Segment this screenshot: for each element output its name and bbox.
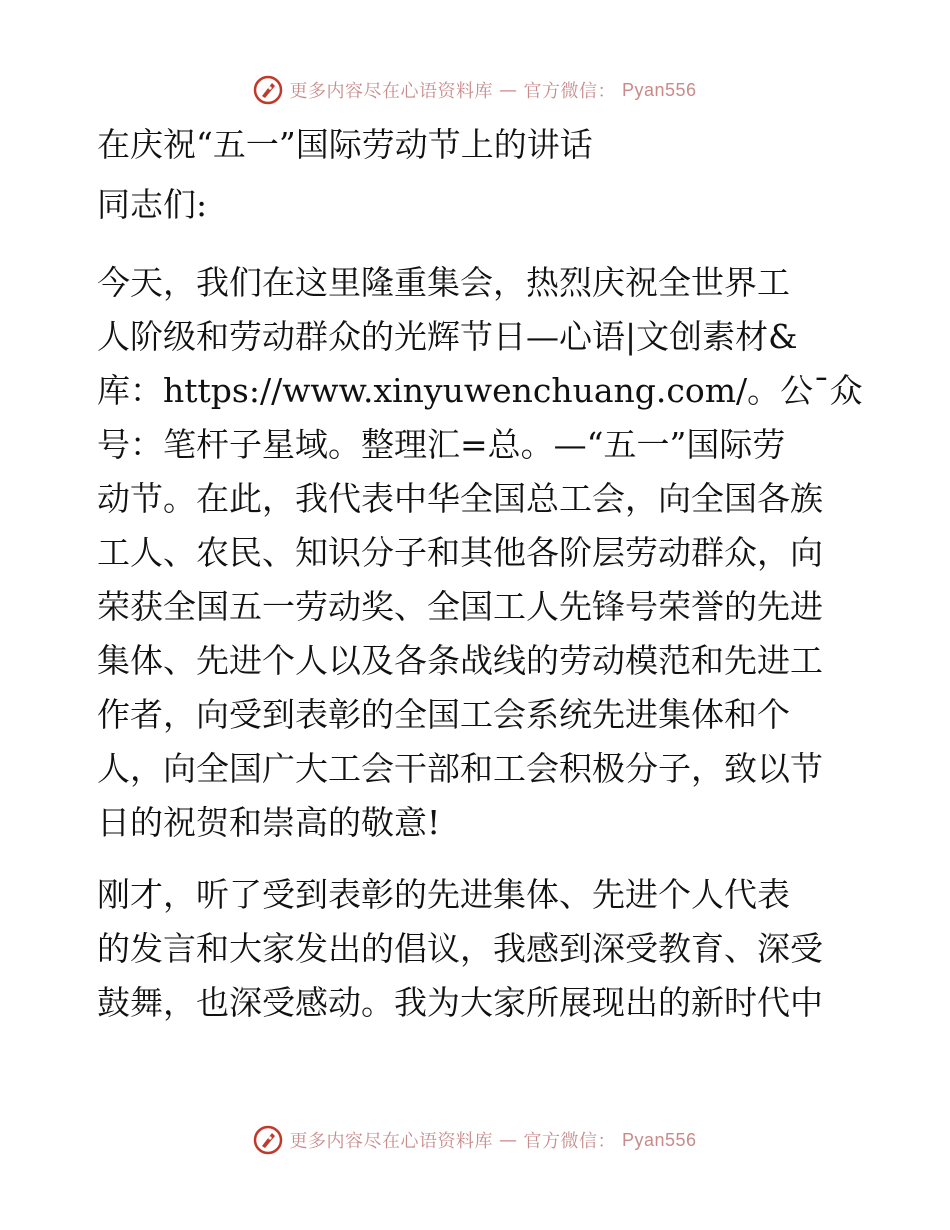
watermark-site-text: 更多内容尽在心语资料库 xyxy=(289,81,493,102)
document-title: 在庆祝“五一”国际劳动节上的讲话 xyxy=(97,125,593,164)
watermark-wechat-id: Pyan556 xyxy=(621,1129,697,1150)
paragraph-line: 动节。在此，我代表中华全国总工会，向全国各族 xyxy=(97,479,823,518)
pen-nib-icon xyxy=(253,1125,283,1155)
watermark-wechat-label: 官方微信： xyxy=(523,1131,616,1152)
watermark-site-text: 更多内容尽在心语资料库 xyxy=(289,1131,493,1152)
paragraph-line: 今天，我们在这里隆重集会，热烈庆祝全世界工 xyxy=(97,263,790,302)
pen-nib-icon xyxy=(253,75,283,105)
watermark-wechat-id: Pyan556 xyxy=(621,79,697,100)
paragraph-line: 荣获全国五一劳动奖、全国工人先锋号荣誉的先进 xyxy=(97,587,823,626)
watermark-separator: — xyxy=(498,79,518,101)
paragraph-line: 集体、先进个人以及各条战线的劳动模范和先进工 xyxy=(97,641,823,680)
paragraph-2 xyxy=(97,868,857,1030)
paragraph-line: 鼓舞，也深受感动。我为大家所展现出的新时代中 xyxy=(97,983,823,1022)
paragraph-line: 号：笔杆子星域。整理汇=总。—“五一”国际劳 xyxy=(97,425,786,464)
paragraph-line: 库：https://www.xinyuwenchuang.com/。公¯众 xyxy=(97,371,863,410)
paragraph-spacer xyxy=(97,850,857,868)
paragraph-line: 工人、农民、知识分子和其他各阶层劳动群众，向 xyxy=(97,533,823,572)
paragraph-line: 的发言和大家发出的倡议，我感到深受教育、深受 xyxy=(97,929,823,968)
header-watermark xyxy=(0,70,950,110)
paragraph-1 xyxy=(97,256,863,850)
paragraph-line: 人，向全国广大工会干部和工会积极分子，致以节 xyxy=(97,749,823,788)
paragraph-line: 作者，向受到表彰的全国工会系统先进集体和个 xyxy=(97,695,790,734)
paragraph-line: 刚才，听了受到表彰的先进集体、先进个人代表 xyxy=(97,875,790,914)
document-body xyxy=(97,118,863,1030)
watermark-wechat-label: 官方微信： xyxy=(523,81,616,102)
paragraph-line: 人阶级和劳动群众的光辉节日—心语|文创素材& xyxy=(97,317,798,356)
paragraph-line: 日的祝贺和崇高的敬意! xyxy=(97,803,441,842)
watermark-separator: — xyxy=(498,1129,518,1151)
salutation: 同志们: xyxy=(97,185,208,224)
footer-watermark xyxy=(0,1120,950,1160)
